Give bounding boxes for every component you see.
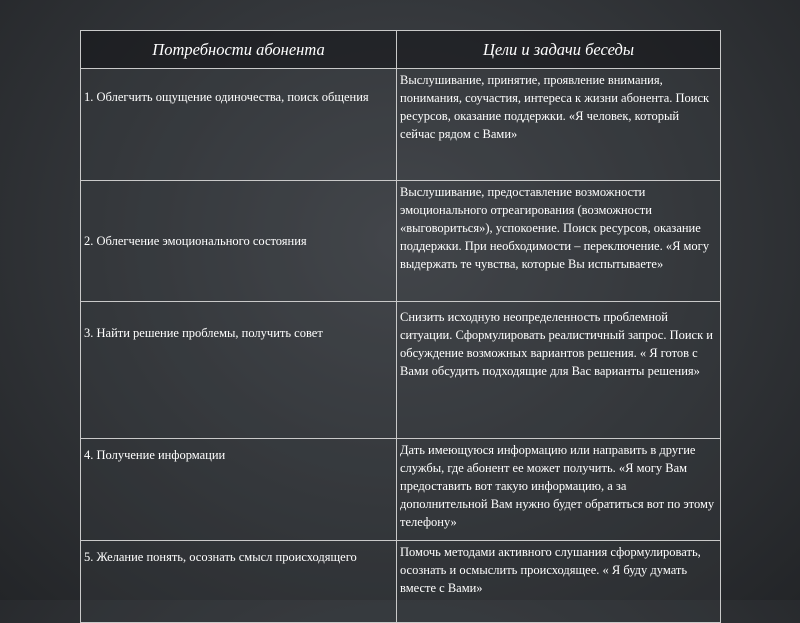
table-row — [81, 439, 721, 541]
goal-cell: Снизить исходную неопределенность проблемной ситуации. Сформулировать реалистичный запрос. Поиск и обсуждение возможных вариантов решения. « Я готов с Вами обсудить подходящие для Вас варианты решения» — [397, 302, 721, 439]
goal-cell: Выслушивание, предоставление возможности эмоционального отреагирования (возможности «выговориться»), успокоение. Поиск ресурсов, оказание поддержки. При необходимости – переключение. «Я могу выдержать те чувства, которые Вы испытываете» — [397, 181, 721, 302]
need-cell: 2. Облегчение эмоционального состояния — [81, 181, 397, 302]
need-cell: 3. Найти решение проблемы, получить совет — [81, 302, 397, 439]
need-cell: 4. Получение информации — [81, 439, 397, 541]
table-row — [81, 302, 721, 439]
table-row — [81, 541, 721, 623]
goal-cell: Помочь методами активного слушания сформулировать, осознать и осмыслить происходящее. « Я буду думать вместе с Вами» — [397, 541, 721, 623]
table-row — [81, 181, 721, 302]
goal-cell: Дать имеющуюся информацию или направить в другие службы, где абонент ее может получить. «Я могу Вам предоставить вот такую информацию, а за дополнительной Вам нужно будет обратиться вот по этому телефону» — [397, 439, 721, 541]
need-cell: 1. Облегчить ощущение одиночества, поиск общения — [81, 69, 397, 181]
table-header-row — [81, 31, 721, 69]
header-goals: Цели и задачи беседы — [397, 31, 721, 69]
header-needs: Потребности абонента — [81, 31, 397, 69]
table-row — [81, 69, 721, 181]
needs-goals-table — [80, 30, 721, 623]
goal-cell: Выслушивание, принятие, проявление внимания, понимания, соучастия, интереса к жизни абонента. Поиск ресурсов, оказание поддержки. «Я человек, который сейчас рядом с Вами» — [397, 69, 721, 181]
need-cell: 5. Желание понять, осознать смысл происходящего — [81, 541, 397, 623]
